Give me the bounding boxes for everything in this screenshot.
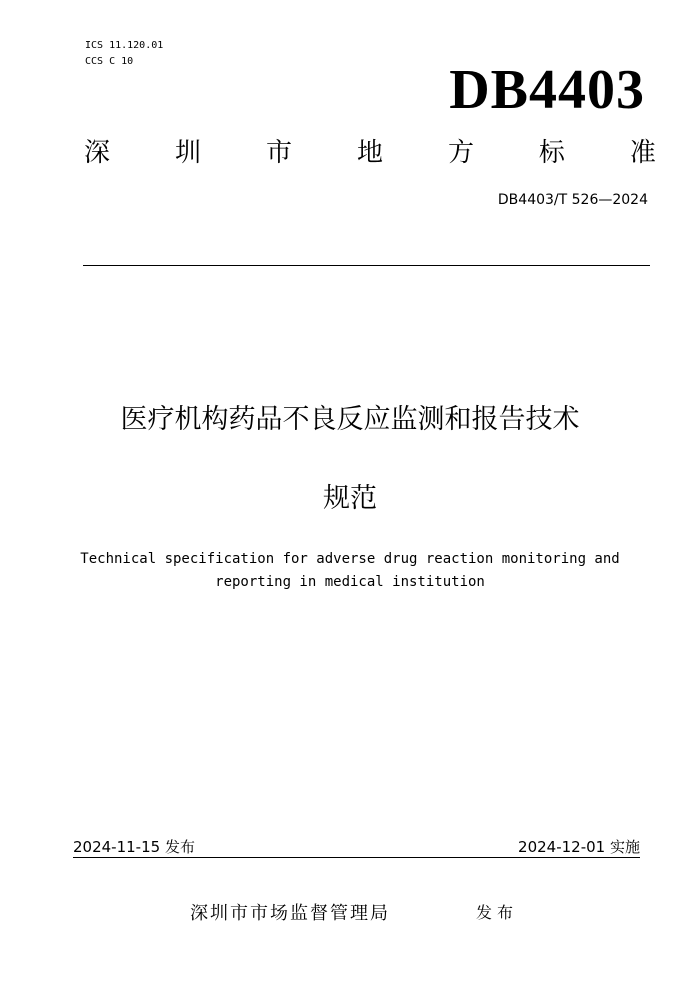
standard-type-char: 深 <box>84 138 111 168</box>
title-en-line2: reporting in medical institution <box>215 574 485 590</box>
bottom-divider <box>73 857 640 858</box>
standard-type-char: 方 <box>447 138 474 168</box>
standard-type <box>84 136 656 170</box>
publish-date: 2024-11-15 发布 <box>73 838 195 856</box>
ccs-code: CCS C 10 <box>85 56 134 67</box>
standard-type-char: 准 <box>629 138 656 168</box>
standard-type-char: 市 <box>265 138 292 168</box>
classification-codes <box>85 38 163 70</box>
standard-type-char: 圳 <box>174 138 201 168</box>
ics-code: ICS 11.120.01 <box>85 40 164 51</box>
standard-type-char: 标 <box>538 138 565 168</box>
issuer: 深圳市市场监督管理局 <box>190 903 390 924</box>
title-en-line1: Technical specification for adverse drug reaction monitoring and <box>80 551 620 567</box>
title-zh-line2: 规范 <box>323 483 377 514</box>
title-en <box>0 548 700 594</box>
standard-number: DB4403/T 526—2024 <box>497 192 648 208</box>
implement-date: 2024-12-01 实施 <box>518 838 640 856</box>
title-zh-line1: 医疗机构药品不良反应监测和报告技术 <box>120 404 580 435</box>
issue-word: 发布 <box>476 903 519 922</box>
standard-logo: DB4403 <box>449 59 645 121</box>
top-divider <box>83 265 650 266</box>
standard-type-char: 地 <box>356 138 383 168</box>
